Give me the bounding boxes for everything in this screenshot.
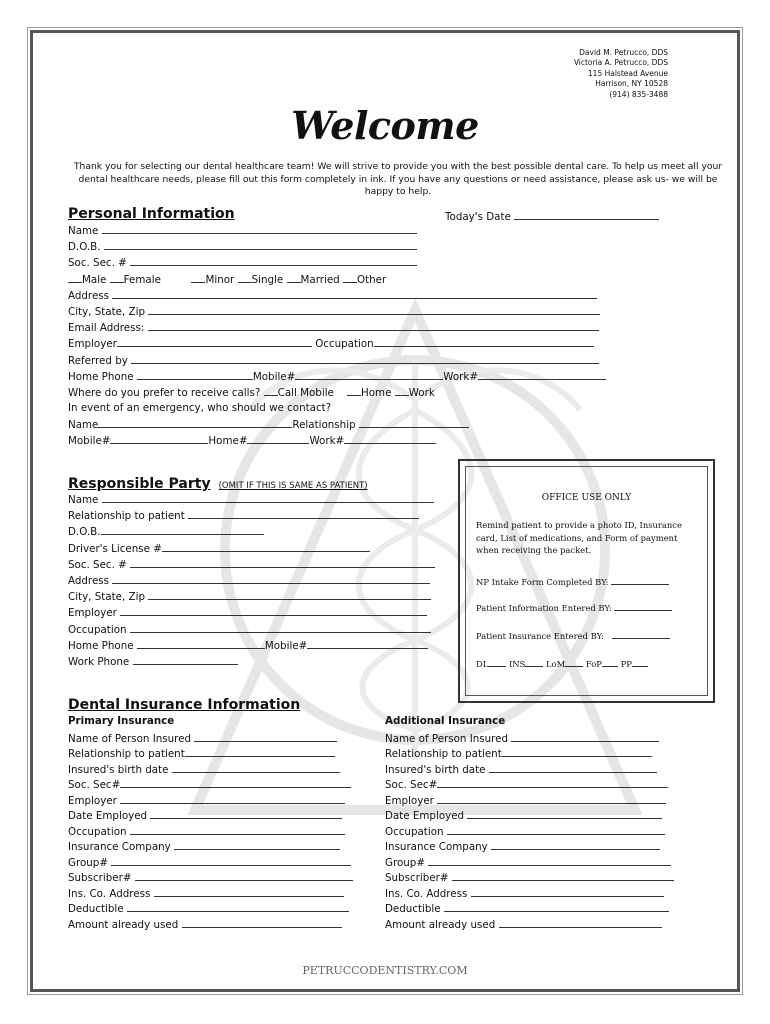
code-lom: LoM xyxy=(546,659,566,669)
rp-home-phone-field[interactable] xyxy=(137,637,265,649)
additional-name-field[interactable] xyxy=(511,730,659,742)
prefer-label: Where do you prefer to receive calls? xyxy=(68,386,261,399)
primary-name-field[interactable] xyxy=(194,730,337,742)
additional-employer-field[interactable] xyxy=(437,792,666,804)
primary-date-employed-field[interactable] xyxy=(150,807,342,819)
patient-ins-label: Patient Insurance Entered BY: xyxy=(476,631,604,641)
rp-name-field[interactable] xyxy=(102,491,434,503)
primary-company-label: Insurance Company xyxy=(68,841,171,853)
additional-subscriber-field[interactable] xyxy=(452,869,674,881)
minor-label: Minor xyxy=(205,273,235,286)
office-use-title: OFFICE USE ONLY xyxy=(541,493,632,503)
rp-license-label: Driver's License # xyxy=(68,542,162,555)
page-title: Welcome xyxy=(291,103,479,148)
mobile-label: Mobile# xyxy=(252,370,296,383)
primary-ssn-label: Soc. Sec# xyxy=(68,779,121,791)
primary-employer-label: Employer xyxy=(68,794,117,807)
rp-ssn-label: Soc. Sec. # xyxy=(68,558,127,571)
code-dl: DL xyxy=(476,659,489,669)
personal-info-form xyxy=(68,222,606,449)
ssn-label: Soc. Sec. # xyxy=(68,257,127,270)
office-use-box xyxy=(458,459,715,703)
primary-address-label: Ins. Co. Address xyxy=(68,887,151,900)
primary-subscriber-label: Subscriber# xyxy=(68,872,132,884)
responsible-party-form xyxy=(68,491,435,669)
address-label: Address xyxy=(68,289,110,302)
rp-address-field[interactable] xyxy=(112,572,430,584)
practice-address: David M. Petrucco, DDS Victoria A. Petrucco, DDS 115 Halstead Avenue Harrison, NY 10528 (914) 835-3488 xyxy=(573,48,668,99)
primary-amount-used-field[interactable] xyxy=(182,916,342,928)
single-checkbox[interactable] xyxy=(238,271,252,283)
city-label: City, State, Zip xyxy=(68,305,145,318)
male-label: Male xyxy=(82,273,107,286)
rp-relationship-field[interactable] xyxy=(188,507,419,519)
additional-amount-used-field[interactable] xyxy=(499,916,662,928)
additional-date-employed-field[interactable] xyxy=(467,807,662,819)
rp-employer-label: Employer xyxy=(68,607,117,620)
primary-relationship-field[interactable] xyxy=(185,745,335,757)
additional-date-employed-label: Date Employed xyxy=(385,810,465,822)
name-label: Name xyxy=(68,225,99,237)
primary-deductible-field[interactable] xyxy=(127,900,349,912)
rp-name-label: Name xyxy=(68,494,99,506)
additional-employer-label: Employer xyxy=(385,794,434,807)
additional-ssn-label: Soc. Sec# xyxy=(385,779,438,791)
code-ins-field[interactable] xyxy=(525,657,543,667)
female-checkbox[interactable] xyxy=(110,271,124,283)
single-label: Single xyxy=(251,273,284,286)
intro-text: Thank you for selecting our dental healthcare team! We will strive to provide you with the best possible dental care. To help us meet all your dental healthcare needs, please fill out this form completely in ink. If you have any questions or need assistance, please ask us- we will be happy to help. xyxy=(73,161,723,197)
np-intake-field[interactable] xyxy=(611,575,669,585)
mobile-field[interactable] xyxy=(295,368,443,380)
work-field[interactable] xyxy=(478,368,606,380)
code-lom-field[interactable] xyxy=(565,657,583,667)
ssn-field[interactable] xyxy=(130,254,417,266)
referred-label: Referred by xyxy=(68,354,128,367)
work-label: Work# xyxy=(443,370,478,383)
additional-amount-used-label: Amount already used xyxy=(385,918,496,931)
primary-relationship-label: Relationship to patient xyxy=(68,748,185,760)
address-field[interactable] xyxy=(112,287,597,299)
patient-info-field[interactable] xyxy=(614,601,672,611)
code-pp: PP xyxy=(620,659,632,669)
emergency-work-label: Work# xyxy=(309,435,345,448)
male-checkbox[interactable] xyxy=(68,271,82,283)
additional-relationship-field[interactable] xyxy=(502,745,652,757)
primary-occupation-field[interactable] xyxy=(130,823,345,835)
call-home-checkbox[interactable] xyxy=(347,384,361,396)
rp-occupation-label: Occupation xyxy=(68,623,127,636)
primary-company-field[interactable] xyxy=(174,838,340,850)
rp-work-phone-label: Work Phone xyxy=(68,655,130,668)
other-checkbox[interactable] xyxy=(343,271,357,283)
office-reminder: Remind patient to provide a photo ID, Insurance card, List of medications, and Form of payment when receiving the packet. xyxy=(476,520,682,556)
primary-name-label: Name of Person Insured xyxy=(68,732,192,745)
additional-company-label: Insurance Company xyxy=(385,841,488,853)
primary-amount-used-label: Amount already used xyxy=(68,918,179,931)
additional-occupation-label: Occupation xyxy=(385,825,444,838)
primary-group-field[interactable] xyxy=(111,854,351,866)
code-dl-field[interactable] xyxy=(488,657,506,667)
code-ins: INS xyxy=(508,659,526,669)
call-work-label: Work xyxy=(408,386,435,399)
personal-info-heading: Personal Information xyxy=(68,206,235,222)
additional-insurance-title: Additional Insurance xyxy=(385,715,506,727)
emergency-work-field[interactable] xyxy=(344,432,436,444)
emergency-relationship-label: Relationship xyxy=(292,419,356,432)
emergency-label: In event of an emergency, who should we contact? xyxy=(68,402,332,415)
additional-group-label: Group# xyxy=(385,856,425,869)
married-label: Married xyxy=(300,273,340,286)
emergency-home-label: Home# xyxy=(208,435,248,448)
other-label: Other xyxy=(357,273,387,286)
todays-date-label: Today's Date xyxy=(445,211,511,223)
call-mobile-label: Call Mobile xyxy=(277,386,334,399)
primary-date-employed-label: Date Employed xyxy=(68,810,148,822)
responsible-party-heading: Responsible Party (OMIT IF THIS IS SAME AS PATIENT) xyxy=(68,476,368,492)
responsible-party-note: (OMIT IF THIS IS SAME AS PATIENT) xyxy=(218,481,368,491)
rp-mobile-field[interactable] xyxy=(307,637,428,649)
code-pp-field[interactable] xyxy=(632,657,648,667)
todays-date-field[interactable] xyxy=(514,208,659,220)
referred-field[interactable] xyxy=(131,352,599,364)
rp-dob-label: D.O.B. xyxy=(68,526,101,539)
emergency-name-label: Name xyxy=(68,419,99,432)
employer-label: Employer xyxy=(68,338,117,351)
additional-deductible-field[interactable] xyxy=(444,900,669,912)
additional-ssn-field[interactable] xyxy=(437,776,668,788)
dob-field[interactable] xyxy=(104,238,417,250)
rp-employer-field[interactable] xyxy=(120,604,427,616)
code-fop-field[interactable] xyxy=(602,657,618,667)
home-phone-label: Home Phone xyxy=(68,370,134,383)
additional-subscriber-label: Subscriber# xyxy=(385,872,449,884)
additional-address-field[interactable] xyxy=(471,885,664,897)
female-label: Female xyxy=(123,273,161,286)
primary-insurance-title: Primary Insurance xyxy=(68,715,175,727)
rp-dob-field[interactable] xyxy=(101,523,264,535)
primary-birth-date-label: Insured's birth date xyxy=(68,763,169,776)
married-checkbox[interactable] xyxy=(287,271,301,283)
rp-mobile-label: Mobile# xyxy=(264,639,308,652)
patient-ins-field[interactable] xyxy=(612,629,670,639)
additional-birth-date-field[interactable] xyxy=(489,761,657,773)
rp-license-field[interactable] xyxy=(162,540,370,552)
dental-insurance-heading: Dental Insurance Information xyxy=(68,697,301,713)
call-mobile-checkbox[interactable] xyxy=(264,384,278,396)
rp-city-field[interactable] xyxy=(148,588,431,600)
emergency-mobile-label: Mobile# xyxy=(68,435,111,448)
emergency-name-field[interactable] xyxy=(98,416,292,428)
primary-deductible-label: Deductible xyxy=(68,903,124,915)
home-phone-field[interactable] xyxy=(137,368,253,380)
code-fop: FoP xyxy=(585,659,602,669)
np-intake-label: NP Intake Form Completed BY: xyxy=(476,577,609,587)
dob-label: D.O.B. xyxy=(68,241,101,254)
additional-company-field[interactable] xyxy=(491,838,660,850)
primary-employer-field[interactable] xyxy=(120,792,345,804)
rp-address-label: Address xyxy=(68,574,110,587)
primary-subscriber-field[interactable] xyxy=(135,869,353,881)
additional-name-label: Name of Person Insured xyxy=(385,732,509,745)
additional-address-label: Ins. Co. Address xyxy=(385,887,468,900)
name-field[interactable] xyxy=(102,222,417,234)
additional-relationship-label: Relationship to patient xyxy=(385,748,502,760)
minor-checkbox[interactable] xyxy=(191,271,205,283)
primary-insurance-form xyxy=(68,714,353,931)
rp-relationship-label: Relationship to patient xyxy=(68,510,185,523)
occupation-field[interactable] xyxy=(374,335,594,347)
rp-work-phone-field[interactable] xyxy=(133,653,238,665)
primary-address-field[interactable] xyxy=(154,885,344,897)
rp-home-phone-label: Home Phone xyxy=(68,639,134,652)
primary-occupation-label: Occupation xyxy=(68,825,127,838)
rp-ssn-field[interactable] xyxy=(130,556,435,568)
rp-city-label: City, State, Zip xyxy=(68,591,145,604)
occupation-label: Occupation xyxy=(315,338,374,351)
rp-occupation-field[interactable] xyxy=(130,621,431,633)
additional-group-field[interactable] xyxy=(428,854,671,866)
employer-field[interactable] xyxy=(117,335,312,347)
primary-ssn-field[interactable] xyxy=(120,776,351,788)
emergency-home-field[interactable] xyxy=(247,432,309,444)
additional-birth-date-label: Insured's birth date xyxy=(385,763,486,776)
additional-occupation-field[interactable] xyxy=(447,823,665,835)
call-home-label: Home xyxy=(361,386,392,399)
emergency-mobile-field[interactable] xyxy=(110,432,208,444)
primary-group-label: Group# xyxy=(68,856,108,869)
email-label: Email Address: xyxy=(68,322,145,335)
additional-insurance-form xyxy=(385,714,674,931)
email-field[interactable] xyxy=(148,319,599,331)
call-work-checkbox[interactable] xyxy=(395,384,409,396)
patient-info-label: Patient Information Entered BY: xyxy=(476,603,612,613)
emergency-relationship-field[interactable] xyxy=(359,416,469,428)
city-field[interactable] xyxy=(148,303,600,315)
primary-birth-date-field[interactable] xyxy=(172,761,340,773)
footer-website[interactable]: PETRUCCODENTISTRY.COM xyxy=(302,964,468,977)
additional-deductible-label: Deductible xyxy=(385,903,441,915)
